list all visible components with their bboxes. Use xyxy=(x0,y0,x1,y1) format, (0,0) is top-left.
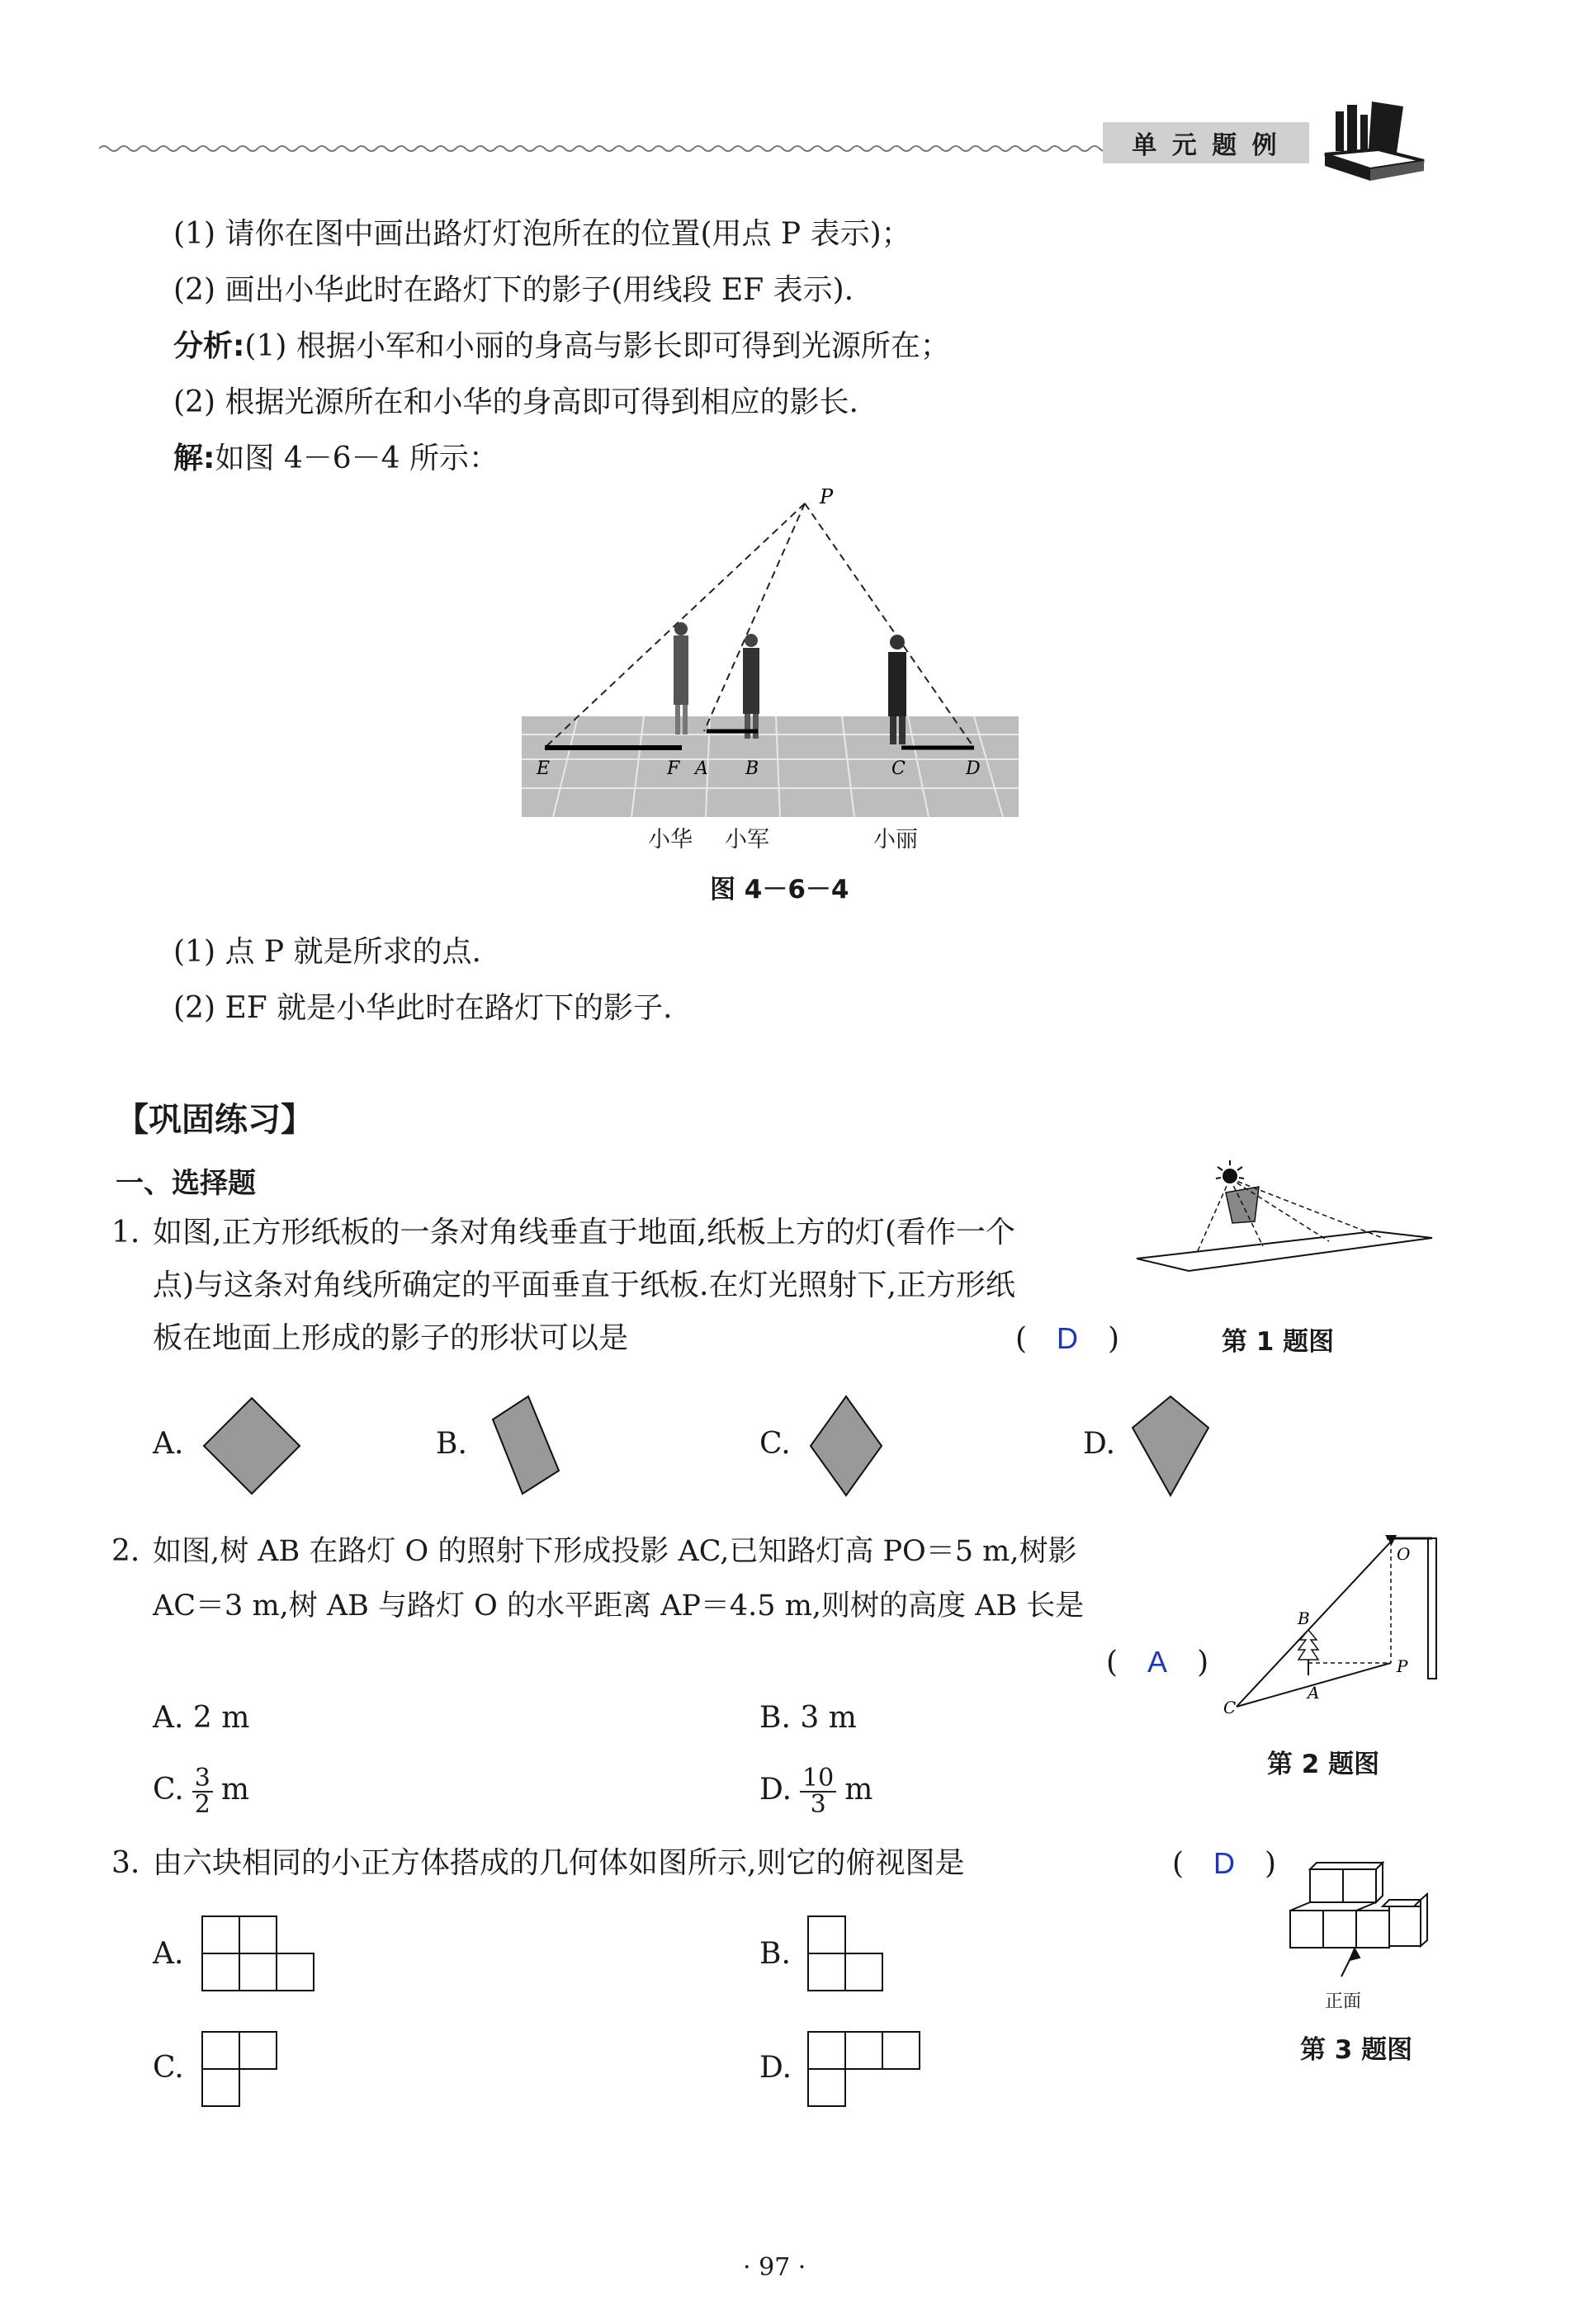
person-xiaohua xyxy=(674,635,688,705)
q2-label-C: C xyxy=(1223,1698,1237,1717)
q2-option-c-numerator: 3 xyxy=(192,1766,213,1793)
analysis-line-2: (2) 根据光源所在和小华的身高即可得到相应的影长. xyxy=(173,385,858,419)
solution-line xyxy=(173,441,499,477)
q1-option-b-shape xyxy=(483,1395,565,1500)
label-A: A xyxy=(695,758,708,779)
lamp-icon xyxy=(1222,1169,1237,1183)
q1-option-a-shape xyxy=(202,1396,301,1499)
label-D: D xyxy=(966,758,981,779)
p-q2-answer: A xyxy=(1147,1645,1168,1679)
q2-option-c-fraction xyxy=(192,1766,213,1817)
analysis-label: 分析: xyxy=(173,329,245,363)
solution-label: 解: xyxy=(173,442,215,475)
q2-option-d[interactable] xyxy=(759,1766,873,1817)
q2-option-c-denominator: 2 xyxy=(194,1790,210,1819)
q3-figure-caption: 第 3 题图 xyxy=(1300,2035,1413,2065)
q3-option-c[interactable]: C. xyxy=(153,2051,184,2085)
p-q2-answer-bracket: ( A ) xyxy=(1106,1645,1209,1679)
person-xiaojun xyxy=(743,648,759,714)
answer-1: (1) 点 P 就是所求的点. xyxy=(173,935,481,969)
header-title-box xyxy=(1103,122,1309,163)
label-P: P xyxy=(820,487,834,508)
q1-option-c-shape xyxy=(809,1395,883,1500)
q2-option-d-unit: m xyxy=(844,1773,873,1807)
q2-option-c-label: C. xyxy=(153,1773,184,1807)
figure-caption: 图 4－6－4 xyxy=(710,875,849,905)
q3-option-a-grid xyxy=(201,1915,317,1997)
q2-figure xyxy=(1222,1527,1453,1720)
p-q1-number: 1. xyxy=(111,1216,140,1249)
q1-option-c[interactable]: C. xyxy=(759,1427,791,1461)
figure-4-6-4 xyxy=(512,487,1040,878)
analysis-text-1: (1) 根据小军和小丽的身高与影长即可得到光源所在； xyxy=(244,329,950,363)
q3-front-label: 正面 xyxy=(1325,1991,1362,2012)
p-q1-line-3: 板在地面上形成的影子的形状可以是 xyxy=(153,1321,629,1355)
p-q3-answer: D xyxy=(1213,1846,1236,1880)
q3-option-b[interactable]: B. xyxy=(759,1937,791,1971)
q2-option-d-denominator: 3 xyxy=(810,1790,826,1819)
q2-option-a[interactable]: A. 2 m xyxy=(153,1701,250,1735)
label-C: C xyxy=(891,758,906,779)
p-q3-answer-bracket: ( D ) xyxy=(1172,1846,1277,1881)
q2-option-d-numerator: 10 xyxy=(800,1766,836,1793)
p-q2-line-1: 如图,树 AB 在路灯 O 的照射下形成投影 AC,已知路灯高 PO＝5 m,树影 xyxy=(153,1535,1077,1568)
q2-label-O: O xyxy=(1397,1544,1411,1564)
book-icon xyxy=(1321,95,1428,189)
page-number: · 97 · xyxy=(743,2253,806,2282)
q2-option-b[interactable]: B. 3 m xyxy=(759,1701,857,1735)
practice-title: 【巩固练习】 xyxy=(116,1101,314,1139)
question-1: (1) 请你在图中画出路灯灯泡所在的位置(用点 P 表示)； xyxy=(173,217,911,251)
label-xiaoli: 小丽 xyxy=(873,827,918,853)
p-q3-text: 由六块相同的小正方体搭成的几何体如图所示,则它的俯视图是 xyxy=(153,1846,965,1880)
q1-figure xyxy=(1135,1155,1449,1291)
p-q1-line-1: 如图,正方形纸板的一条对角线垂直于地面,纸板上方的灯(看作一个 xyxy=(153,1216,1015,1249)
label-xiaojun: 小军 xyxy=(725,827,769,853)
q1-option-d-shape xyxy=(1131,1395,1210,1500)
q2-option-d-label: D. xyxy=(759,1773,792,1807)
q2-label-B: B xyxy=(1298,1608,1310,1628)
solution-intro: 如图 4－6－4 所示： xyxy=(215,442,499,475)
q2-label-A: A xyxy=(1308,1683,1320,1703)
q3-option-b-grid xyxy=(807,1915,887,1997)
p-q1-answer: D xyxy=(1057,1321,1079,1355)
q3-option-d-grid xyxy=(807,2030,923,2113)
header-title: 单 元 题 例 xyxy=(1132,131,1280,160)
label-B: B xyxy=(745,758,759,779)
p-q2-number: 2. xyxy=(111,1534,140,1568)
q2-label-P: P xyxy=(1397,1656,1408,1676)
label-F: F xyxy=(667,758,680,779)
label-xiaohua: 小华 xyxy=(648,827,693,853)
q2-option-c[interactable] xyxy=(153,1766,249,1817)
q1-option-a[interactable]: A. xyxy=(153,1427,184,1461)
question-2: (2) 画出小华此时在路灯下的影子(用线段 EF 表示). xyxy=(173,273,854,307)
q3-option-d[interactable]: D. xyxy=(759,2051,792,2085)
q3-option-a[interactable]: A. xyxy=(153,1937,184,1971)
q3-figure xyxy=(1284,1861,1449,2005)
p-q3-number: 3. xyxy=(111,1846,140,1880)
q1-option-d[interactable]: D. xyxy=(1083,1427,1116,1461)
q2-figure-caption: 第 2 题图 xyxy=(1267,1750,1380,1779)
p-q1-line-2: 点)与这条对角线所确定的平面垂直于纸板.在灯光照射下,正方形纸 xyxy=(153,1268,1015,1302)
practice-subtitle: 一、选择题 xyxy=(116,1167,256,1200)
label-E: E xyxy=(537,758,551,779)
q1-figure-caption: 第 1 题图 xyxy=(1222,1327,1335,1357)
p-q1-answer-bracket: ( D ) xyxy=(1015,1321,1120,1356)
q2-option-c-unit: m xyxy=(220,1773,249,1807)
q2-option-d-fraction xyxy=(800,1766,836,1817)
person-xiaoli xyxy=(888,652,906,716)
answer-2: (2) EF 就是小华此时在路灯下的影子. xyxy=(173,991,673,1025)
q3-option-c-grid xyxy=(201,2030,281,2113)
q1-option-b[interactable]: B. xyxy=(436,1427,467,1461)
analysis-line-1 xyxy=(173,328,950,365)
p-q2-line-2: AC＝3 m,树 AB 与路灯 O 的水平距离 AP＝4.5 m,则树的高度 AB 长是 xyxy=(153,1589,1085,1623)
